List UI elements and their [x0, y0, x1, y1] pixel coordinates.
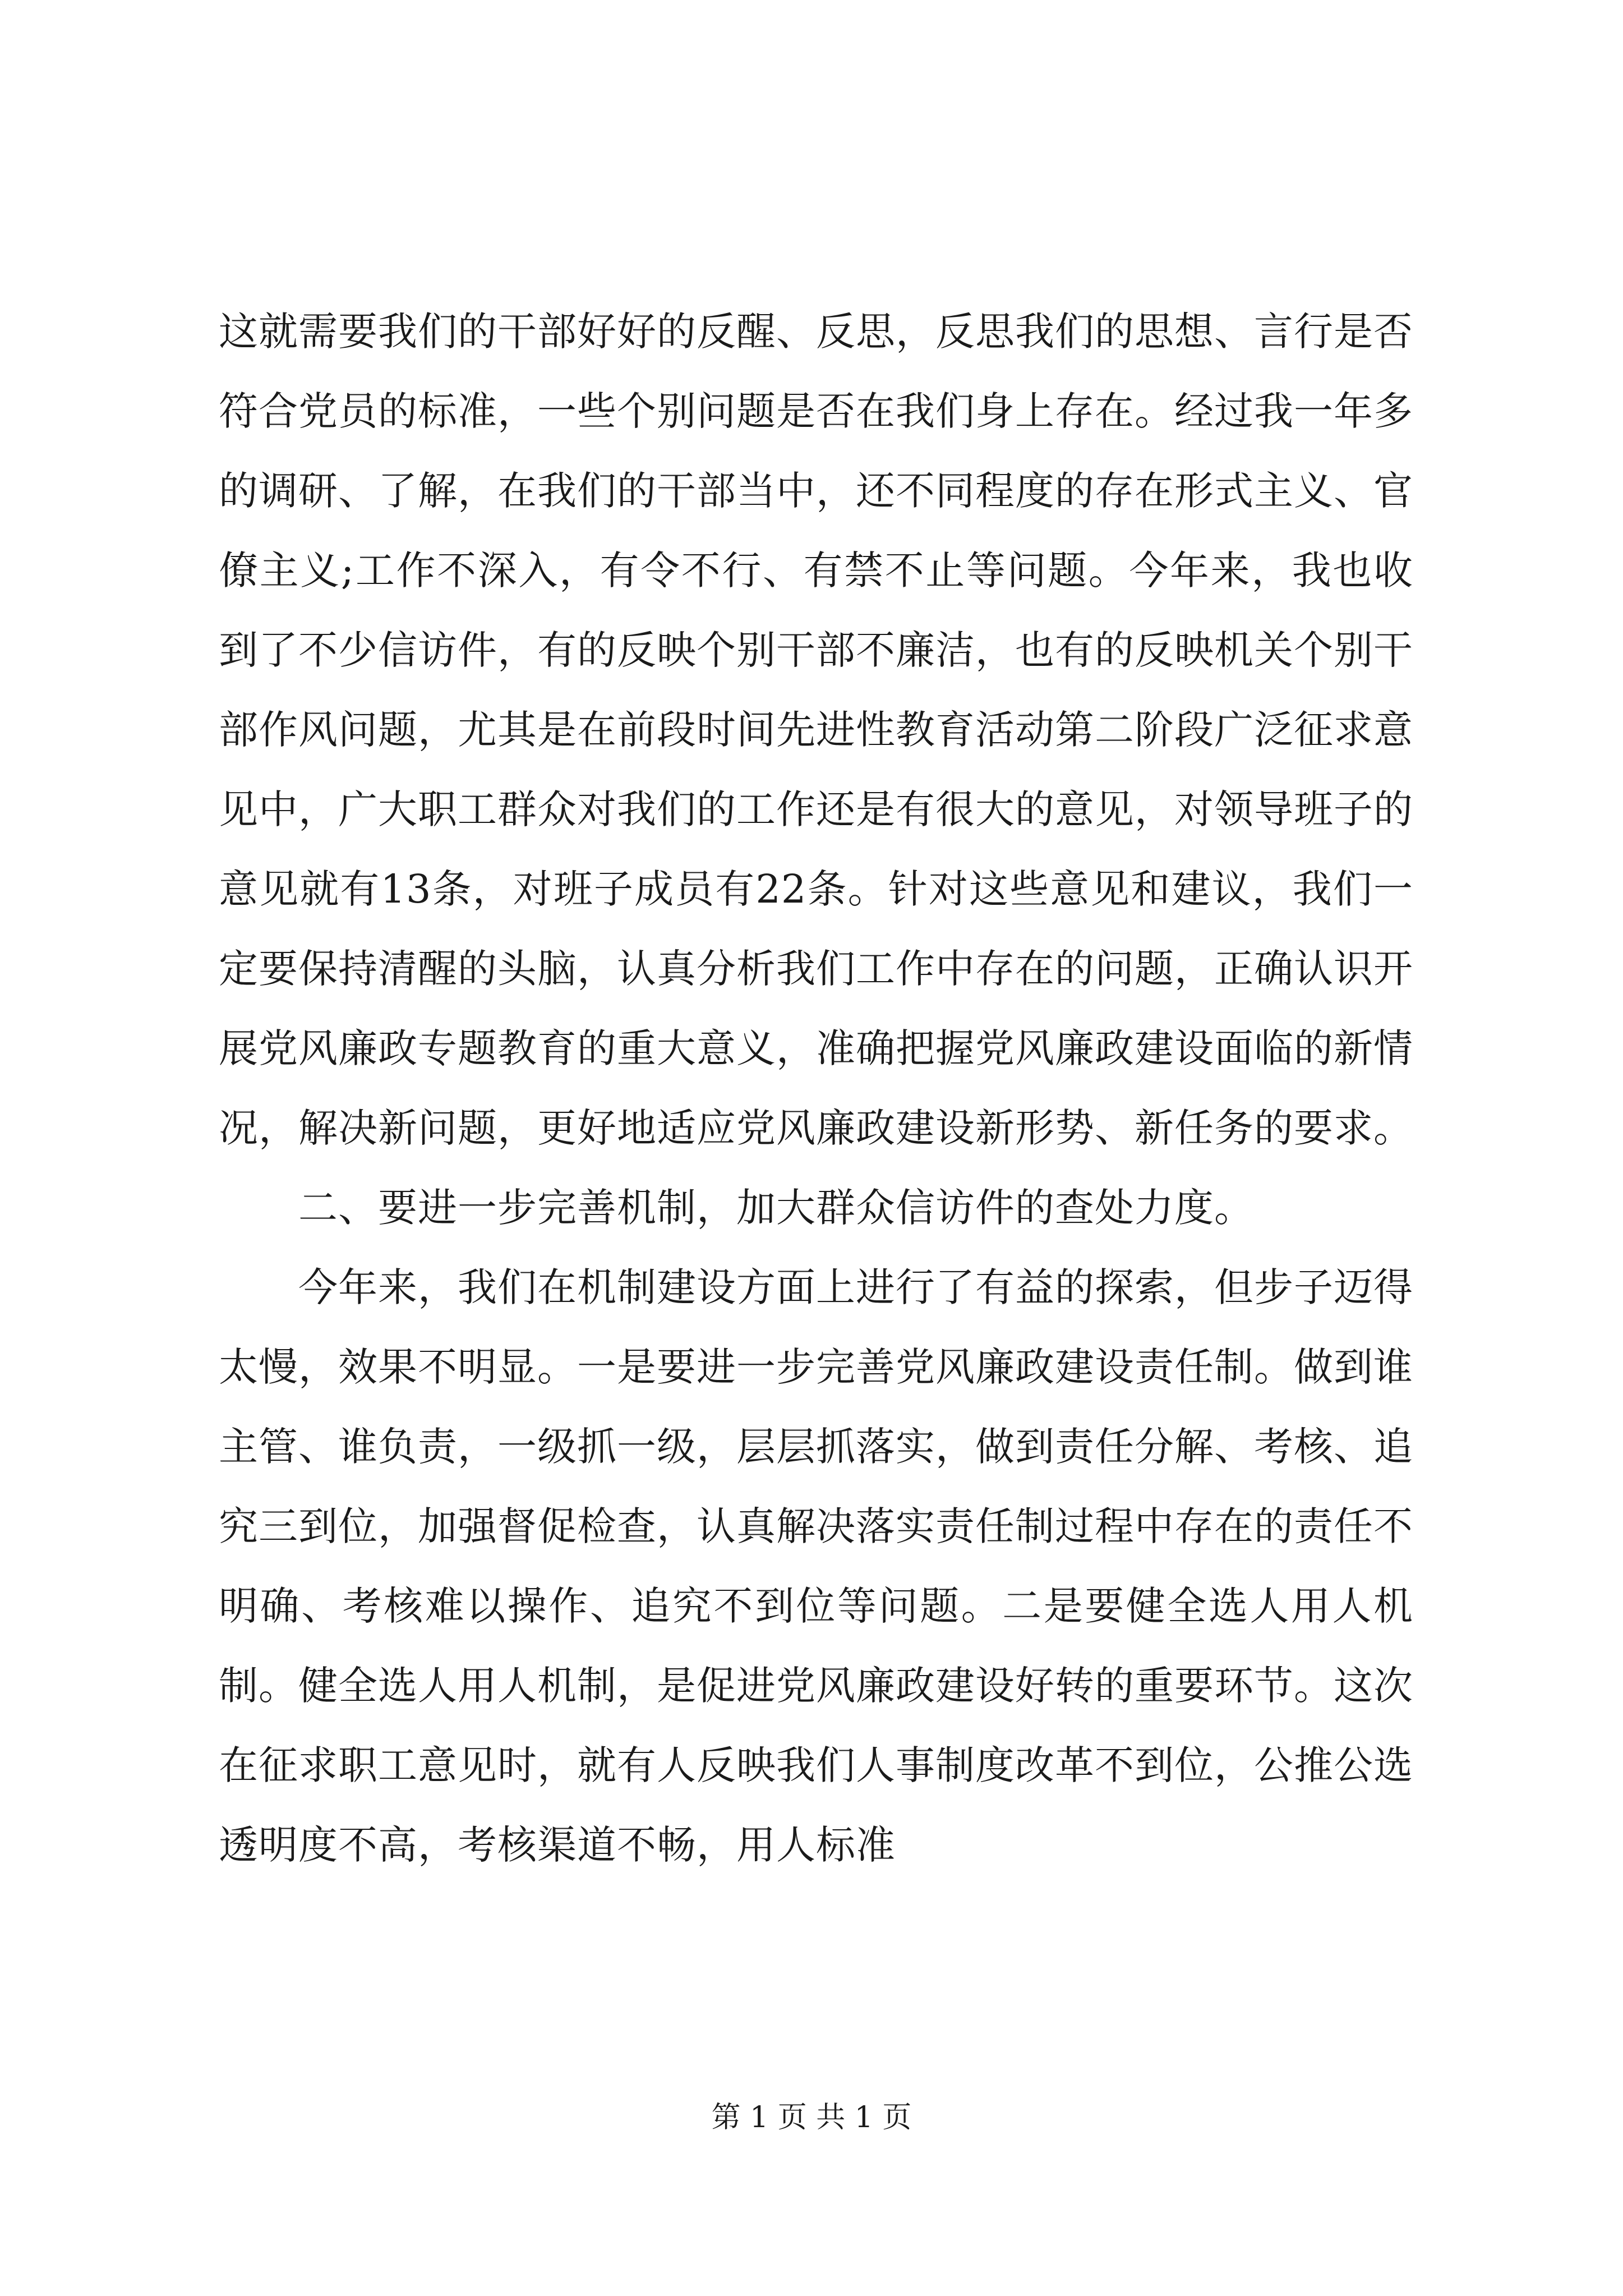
body-paragraph-mechanism: 今年来，我们在机制建设方面上进行了有益的探索，但步子迈得太慢，效果不明显。一是要进一步完善党风廉政建设责任制。做到谁主管、谁负责，一级抓一级，层层抓落实，做到责任分解、考核、追究三到位，加强督促检查，认真解决落实责任制过程中存在的责任不明确、考核难以操作、追究不到位等问题。二是要健全选人用人机制。健全选人用人机制，是促进党风廉政建设好转的重要环节。这次在征求职工意见时，就有人反映我们人事制度改革不到位，公推公选透明度不高，考核渠道不畅，用人标准	[219, 1264, 1413, 1868]
page-footer	[0, 2098, 1623, 2137]
document-body	[219, 292, 1413, 1885]
page-number-label: 第 1 页 共 1 页	[711, 2101, 912, 2134]
body-paragraph-continued: 这就需要我们的干部好好的反醒、反思，反思我们的思想、言行是否符合党员的标准，一些个别问题是否在我们身上存在。经过我一年多的调研、了解，在我们的干部当中，还不同程度的存在形式主义、官僚主义;工作不深入，有令不行、有禁不止等问题。今年来，我也收到了不少信访件，有的反映个别干部不廉洁，也有的反映机关个别干部作风问题，尤其是在前段时间先进性教育活动第二阶段广泛征求意见中，广大职工群众对我们的工作还是有很大的意见，对领导班子的意见就有13条，对班子成员有22条。针对这些意见和建议，我们一定要保持清醒的头脑，认真分析我们工作中存在的问题，正确认识开展党风廉政专题教育的重大意义，准确把握党风廉政建设面临的新情况，解决新问题，更好地适应党风廉政建设新形势、新任务的要求。	[219, 309, 1413, 1151]
section-heading-two: 二、要进一步完善机制，加大群众信访件的查处力度。	[298, 1185, 1254, 1231]
